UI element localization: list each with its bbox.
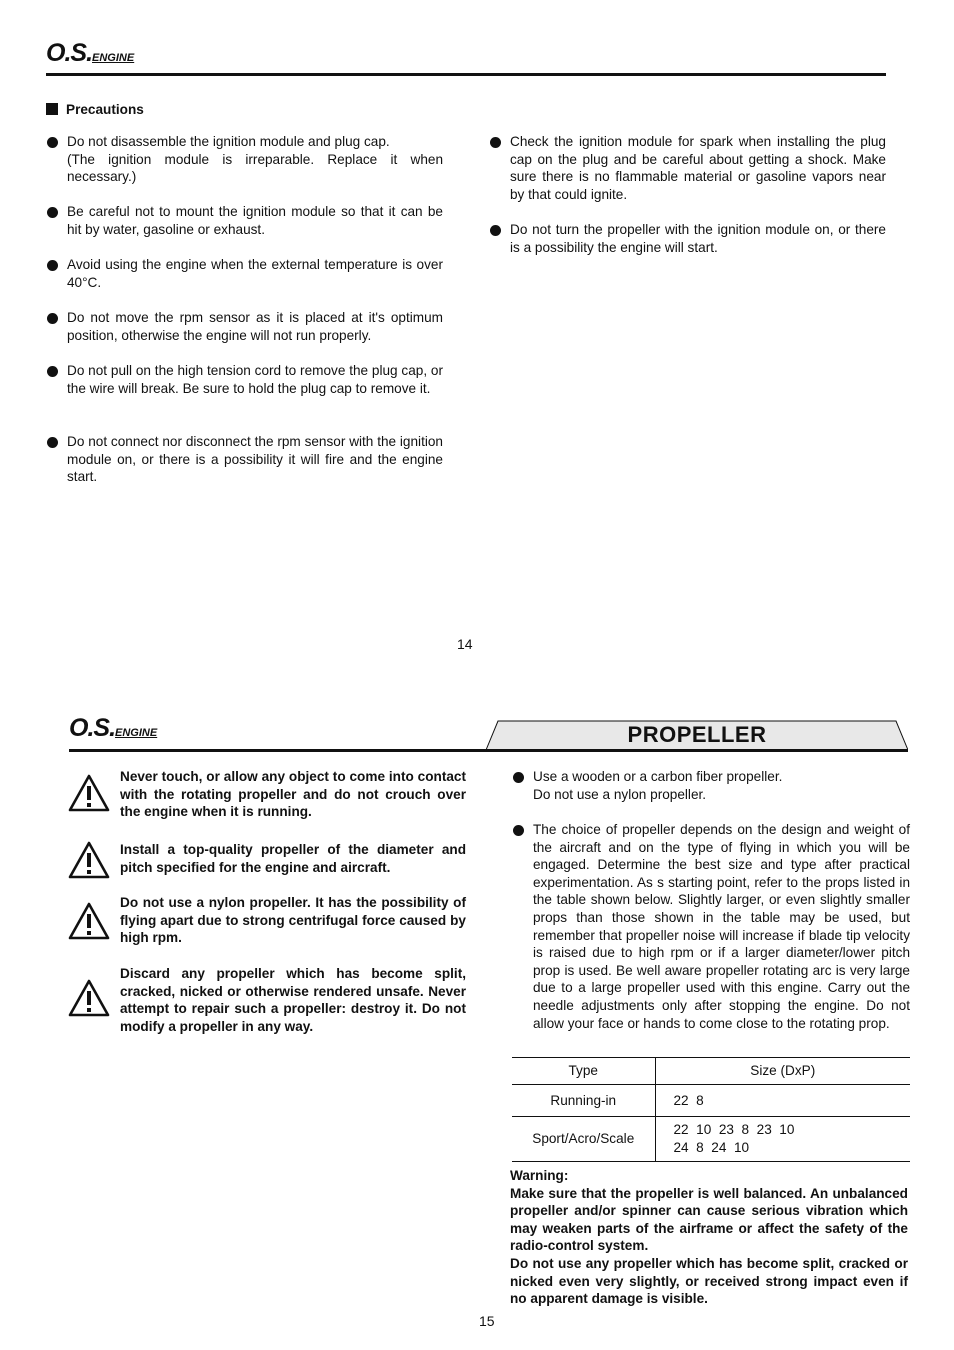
- list-item: [47, 433, 443, 486]
- size-line: 22 8: [673, 1092, 704, 1108]
- header-rule: [46, 73, 886, 76]
- list-item: [490, 133, 886, 203]
- list-item: [47, 362, 443, 397]
- list-item: [47, 203, 443, 238]
- tab-title: PROPELLER: [627, 722, 767, 747]
- brand-logo-main: O.S.: [46, 39, 93, 67]
- warning-text: Do not use a nylon propeller. It has the possibility of flying apart due to strong centrifugal force caused by high rpm.: [120, 895, 466, 946]
- table-cell-type: Sport/Acro/Scale: [512, 1117, 655, 1162]
- warning-title: Warning:: [510, 1168, 569, 1183]
- list-item-text: Do not turn the propeller with the ignition module on, or there is a possibility the engine will start.: [510, 222, 886, 255]
- bullet-icon: [47, 366, 58, 377]
- caution-triangle-icon: [68, 774, 110, 812]
- table-header-cell: Size (DxP): [655, 1058, 910, 1085]
- warning-item: [68, 841, 466, 876]
- brand-logo-sub: ENGINE: [92, 52, 135, 64]
- warning-paragraph: Do not use any propeller which has become split, cracked or nicked even very slightly, or received strong impact even if no apparent damage is visible.: [510, 1255, 908, 1307]
- brand-logo: [69, 714, 158, 743]
- warning-item: [68, 768, 466, 821]
- brand-logo-main: O.S.: [69, 714, 116, 742]
- list-item-text: Do not connect nor disconnect the rpm sensor with the ignition module on, or there is a possibility it will fire and the engine start.: [67, 434, 443, 485]
- brand-logo: [46, 39, 135, 68]
- propeller-size-table: [512, 1057, 910, 1162]
- warning-item: [68, 965, 466, 1035]
- list-item: [513, 768, 910, 803]
- warning-text: Discard any propeller which has become split, cracked, nicked or otherwise rendered unsafe. Never attempt to repair such a propeller: destroy it. Do not modify a propeller in any way.: [120, 966, 466, 1034]
- page-number: 14: [457, 636, 473, 652]
- section-tab: [486, 720, 908, 750]
- page-number: 15: [479, 1313, 495, 1329]
- list-item: [490, 221, 886, 256]
- list-item-text: The choice of propeller depends on the design and weight of the aircraft and on the type of flying in which you will be engaged. Determine the best size and type after practical experimentation. As s starting point, refer to the props listed in the table shown below. Slightly larger, or even slightly smaller props than those shown in the table may be used, but remember that propeller noise will increase if blade tip velocity is raised due to high rpm or if a larger diameter/lower pitch prop is used. Be well aware propeller rotating arc is very large due to a large propeller used with this engine. Carry out the needle adjustments only after stopping the engine. Do not allow your face or hands to come close to the rotating prop.: [533, 822, 910, 1031]
- warning-text: Never touch, or allow any object to come into contact with the rotating propeller and do not crouch over the engine when it is running.: [120, 769, 466, 820]
- table-cell-size: [655, 1117, 910, 1162]
- list-item-text: Avoid using the engine when the external temperature is over 40°C.: [67, 257, 443, 290]
- bullet-icon: [47, 137, 58, 148]
- caution-triangle-icon: [68, 979, 110, 1017]
- warning-block: [510, 1167, 908, 1308]
- table-row: [512, 1117, 910, 1162]
- table-header-cell: Type: [512, 1058, 655, 1085]
- size-line: 22 10 23 8 23 10: [673, 1122, 795, 1138]
- warning-paragraph: Make sure that the propeller is well balanced. An unbalanced propeller and/or spinner can cause serious vibration which may weaken parts of the airframe or affect the safety of the radio-control system.: [510, 1185, 908, 1254]
- list-item-text: Do not move the rpm sensor as it is placed at it's optimum position, otherwise the engine will not run properly.: [67, 310, 443, 343]
- bullet-icon: [490, 137, 501, 148]
- list-item: [47, 309, 443, 344]
- bullet-icon: [47, 260, 58, 271]
- warning-text: Install a top-quality propeller of the diameter and pitch specified for the engine and aircraft.: [120, 842, 466, 875]
- bullet-icon: [47, 207, 58, 218]
- section-title: [46, 101, 144, 119]
- list-item-text: Do not disassemble the ignition module and plug cap. (The ignition module is irreparable. Replace it when necessary.): [67, 134, 443, 185]
- list-item-text: Use a wooden or a carbon fiber propeller. Do not use a nylon propeller.: [533, 769, 783, 802]
- size-line: 24 8 24 10: [673, 1140, 750, 1155]
- bullet-icon: [513, 772, 524, 783]
- caution-triangle-icon: [68, 902, 110, 940]
- bullet-icon: [490, 225, 501, 236]
- bullet-icon: [513, 825, 524, 836]
- bullet-icon: [47, 313, 58, 324]
- list-item-text: Do not pull on the high tension cord to remove the plug cap, or the wire will break. Be sure to hold the plug cap to remove it.: [67, 363, 443, 396]
- warning-item: [68, 894, 466, 947]
- square-bullet-icon: [46, 103, 58, 115]
- table-row: [512, 1085, 910, 1117]
- table-header-row: [512, 1058, 910, 1085]
- table-cell-size: [655, 1085, 910, 1117]
- list-item: [47, 256, 443, 291]
- list-item: [513, 821, 910, 1032]
- list-item-text: Check the ignition module for spark when installing the plug cap on the plug and be careful about getting a shock. Make sure there is no flammable material or gasoline vapors near by that could ignite.: [510, 134, 886, 202]
- header-rule: [69, 749, 908, 752]
- brand-logo-sub: ENGINE: [115, 727, 158, 739]
- table-cell-type: Running-in: [512, 1085, 655, 1117]
- caution-triangle-icon: [68, 841, 110, 879]
- list-item: [47, 133, 443, 186]
- section-title-text: Precautions: [66, 102, 144, 117]
- bullet-icon: [47, 437, 58, 448]
- list-item-text: Be careful not to mount the ignition module so that it can be hit by water, gasoline or exhaust.: [67, 204, 443, 237]
